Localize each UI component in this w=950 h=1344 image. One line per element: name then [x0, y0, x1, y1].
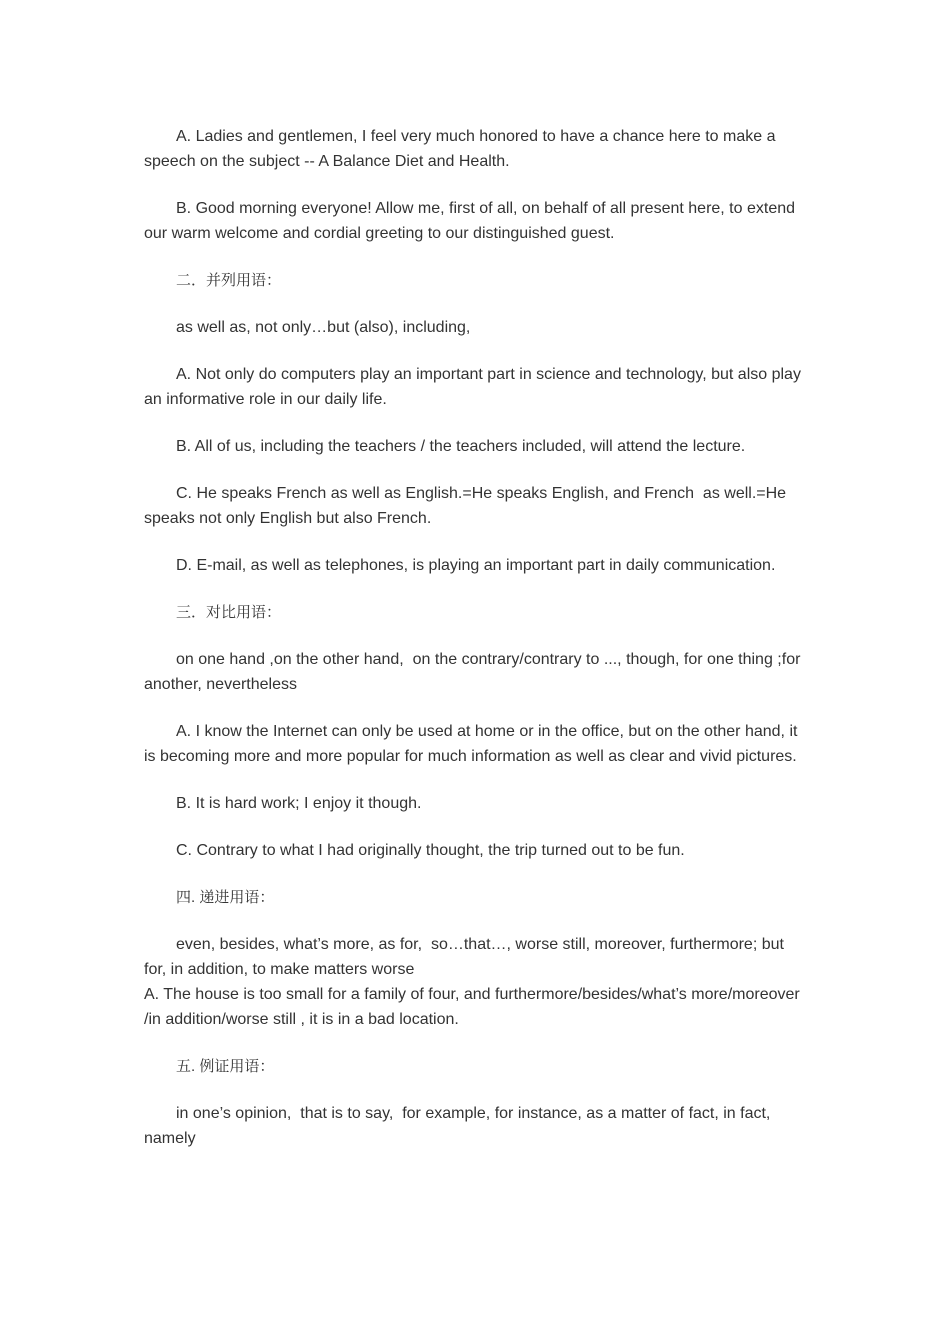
paragraph-parallel-d: D. E-mail, as well as telephones, is playing an important part in daily communication.: [176, 557, 776, 574]
paragraph-contrast-a: A. I know the Internet can only be used at home or in the office, but on the other hand, it is becoming more and more popular for much information as well as clear and vivid pictures.: [144, 723, 802, 765]
paragraph-parallel-c: C. He speaks French as well as English.=He speaks English, and French as well.=He speaks not only English but also French.: [144, 485, 791, 527]
paragraph-example-phrases: in one’s opinion, that is to say, for example, for instance, as a matter of fact, in fact, namely: [144, 1105, 775, 1147]
paragraph-progression-a: A. The house is too small for a family of four, and furthermore/besides/what’s more/moreover /in addition/worse still , it is in a bad location.: [144, 986, 805, 1028]
paragraph-parallel-b: B. All of us, including the teachers / the teachers included, will attend the lecture.: [176, 438, 746, 455]
section-heading-progression: 四. 递进用语：: [176, 889, 275, 906]
document-body: [144, 124, 810, 1151]
paragraph-opening-b: B. Good morning everyone! Allow me, first of all, on behalf of all present here, to extend our warm welcome and cordial greeting to our distinguished guest.: [144, 200, 800, 242]
paragraph-parallel-phrases: as well as, not only…but (also), including,: [176, 319, 471, 336]
section-heading-contrast: 三．对比用语：: [176, 604, 282, 621]
paragraph-progression-phrases: even, besides, what’s more, as for, so…that…, worse still, moreover, furthermore; but for, in addition, to make matters worse: [144, 936, 789, 978]
paragraph-opening-a: A. Ladies and gentlemen, I feel very much honored to have a chance here to make a speech on the subject -- A Balance Diet and Health.: [144, 128, 780, 170]
section-heading-example: 五. 例证用语：: [176, 1058, 275, 1075]
paragraph-contrast-c: C. Contrary to what I had originally thought, the trip turned out to be fun.: [176, 842, 685, 859]
section-heading-parallel: 二．并列用语：: [176, 272, 282, 289]
paragraph-contrast-b: B. It is hard work; I enjoy it though.: [176, 795, 422, 812]
paragraph-contrast-phrases: on one hand ,on the other hand, on the contrary/contrary to ..., though, for one thing ;for another, nevertheless: [144, 651, 805, 693]
paragraph-parallel-a: A. Not only do computers play an important part in science and technology, but also play an informative role in our daily life.: [144, 366, 806, 408]
